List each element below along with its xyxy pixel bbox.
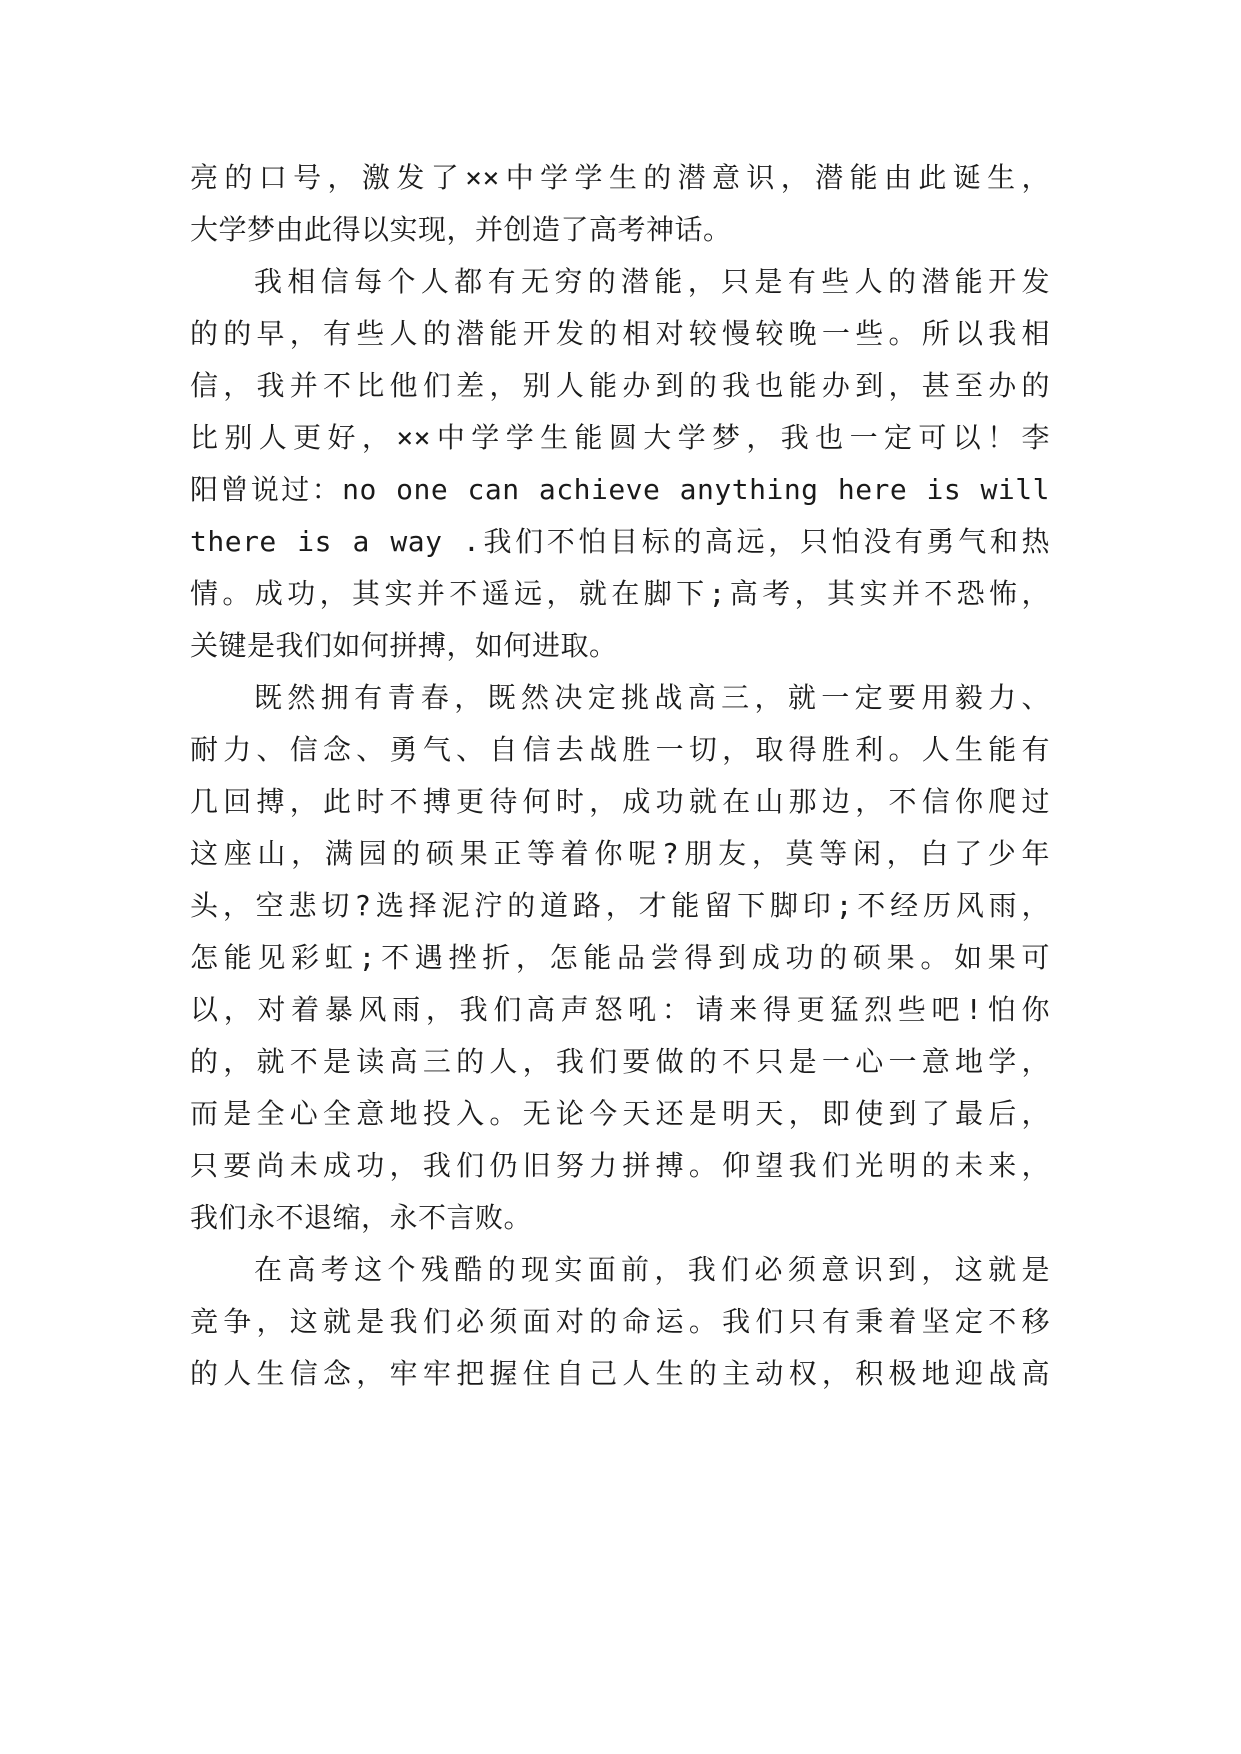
text-line: 我们永不退缩，永不言败。 xyxy=(190,1201,533,1234)
text-line: 耐力、信念、勇气、自信去战胜一切，取得胜利。人生能有 xyxy=(190,733,1050,766)
text-line: 关键是我们如何拼搏，如何进取。 xyxy=(190,629,618,662)
paragraph-first-line: 我相信每个人都有无穷的潜能，只是有些人的潜能开发 xyxy=(254,265,1050,298)
text-line: 这座山，满园的硕果正等着你呢?朋友，莫等闲，白了少年 xyxy=(190,837,1050,870)
text-line: 怎能见彩虹;不遇挫折，怎能品尝得到成功的硕果。如果可 xyxy=(190,941,1050,974)
text-line: 几回搏，此时不搏更待何时，成功就在山那边，不信你爬过 xyxy=(190,785,1050,818)
text-line: 只要尚未成功，我们仍旧努力拼搏。仰望我们光明的未来， xyxy=(190,1149,1050,1182)
text-line: 的人生信念，牢牢把握住自己人生的主动权，积极地迎战高 xyxy=(190,1357,1050,1390)
text-line: 情。成功，其实并不遥远，就在脚下;高考，其实并不恐怖， xyxy=(190,577,1050,610)
text-line: 竞争，这就是我们必须面对的命运。我们只有秉着坚定不移 xyxy=(190,1305,1050,1338)
text-line: 头，空悲切?选择泥泞的道路，才能留下脚印;不经历风雨， xyxy=(190,889,1050,922)
text-line: 而是全心全意地投入。无论今天还是明天，即使到了最后， xyxy=(190,1097,1050,1130)
text-line: 比别人更好，××中学学生能圆大学梦，我也一定可以！李 xyxy=(190,421,1050,454)
text-line: 亮的口号，激发了××中学学生的潜意识，潜能由此诞生， xyxy=(190,161,1050,194)
paragraph-first-line: 既然拥有青春，既然决定挑战高三，就一定要用毅力、 xyxy=(254,681,1050,714)
text-line: 大学梦由此得以实现，并创造了高考神话。 xyxy=(190,213,732,246)
text-line: 阳曾说过：no one can achieve anything here is will xyxy=(190,473,1050,506)
text-line: 信，我并不比他们差，别人能办到的我也能办到，甚至办的 xyxy=(190,369,1050,402)
text-line: 以，对着暴风雨，我们高声怒吼：请来得更猛烈些吧!怕你 xyxy=(190,993,1050,1026)
text-line: 的的早，有些人的潜能开发的相对较慢较晚一些。所以我相 xyxy=(190,317,1050,350)
paragraph-first-line: 在高考这个残酷的现实面前，我们必须意识到，这就是 xyxy=(254,1253,1050,1286)
text-line: 的，就不是读高三的人，我们要做的不只是一心一意地学， xyxy=(190,1045,1050,1078)
text-line: there is a way .我们不怕目标的高远，只怕没有勇气和热 xyxy=(190,525,1050,558)
